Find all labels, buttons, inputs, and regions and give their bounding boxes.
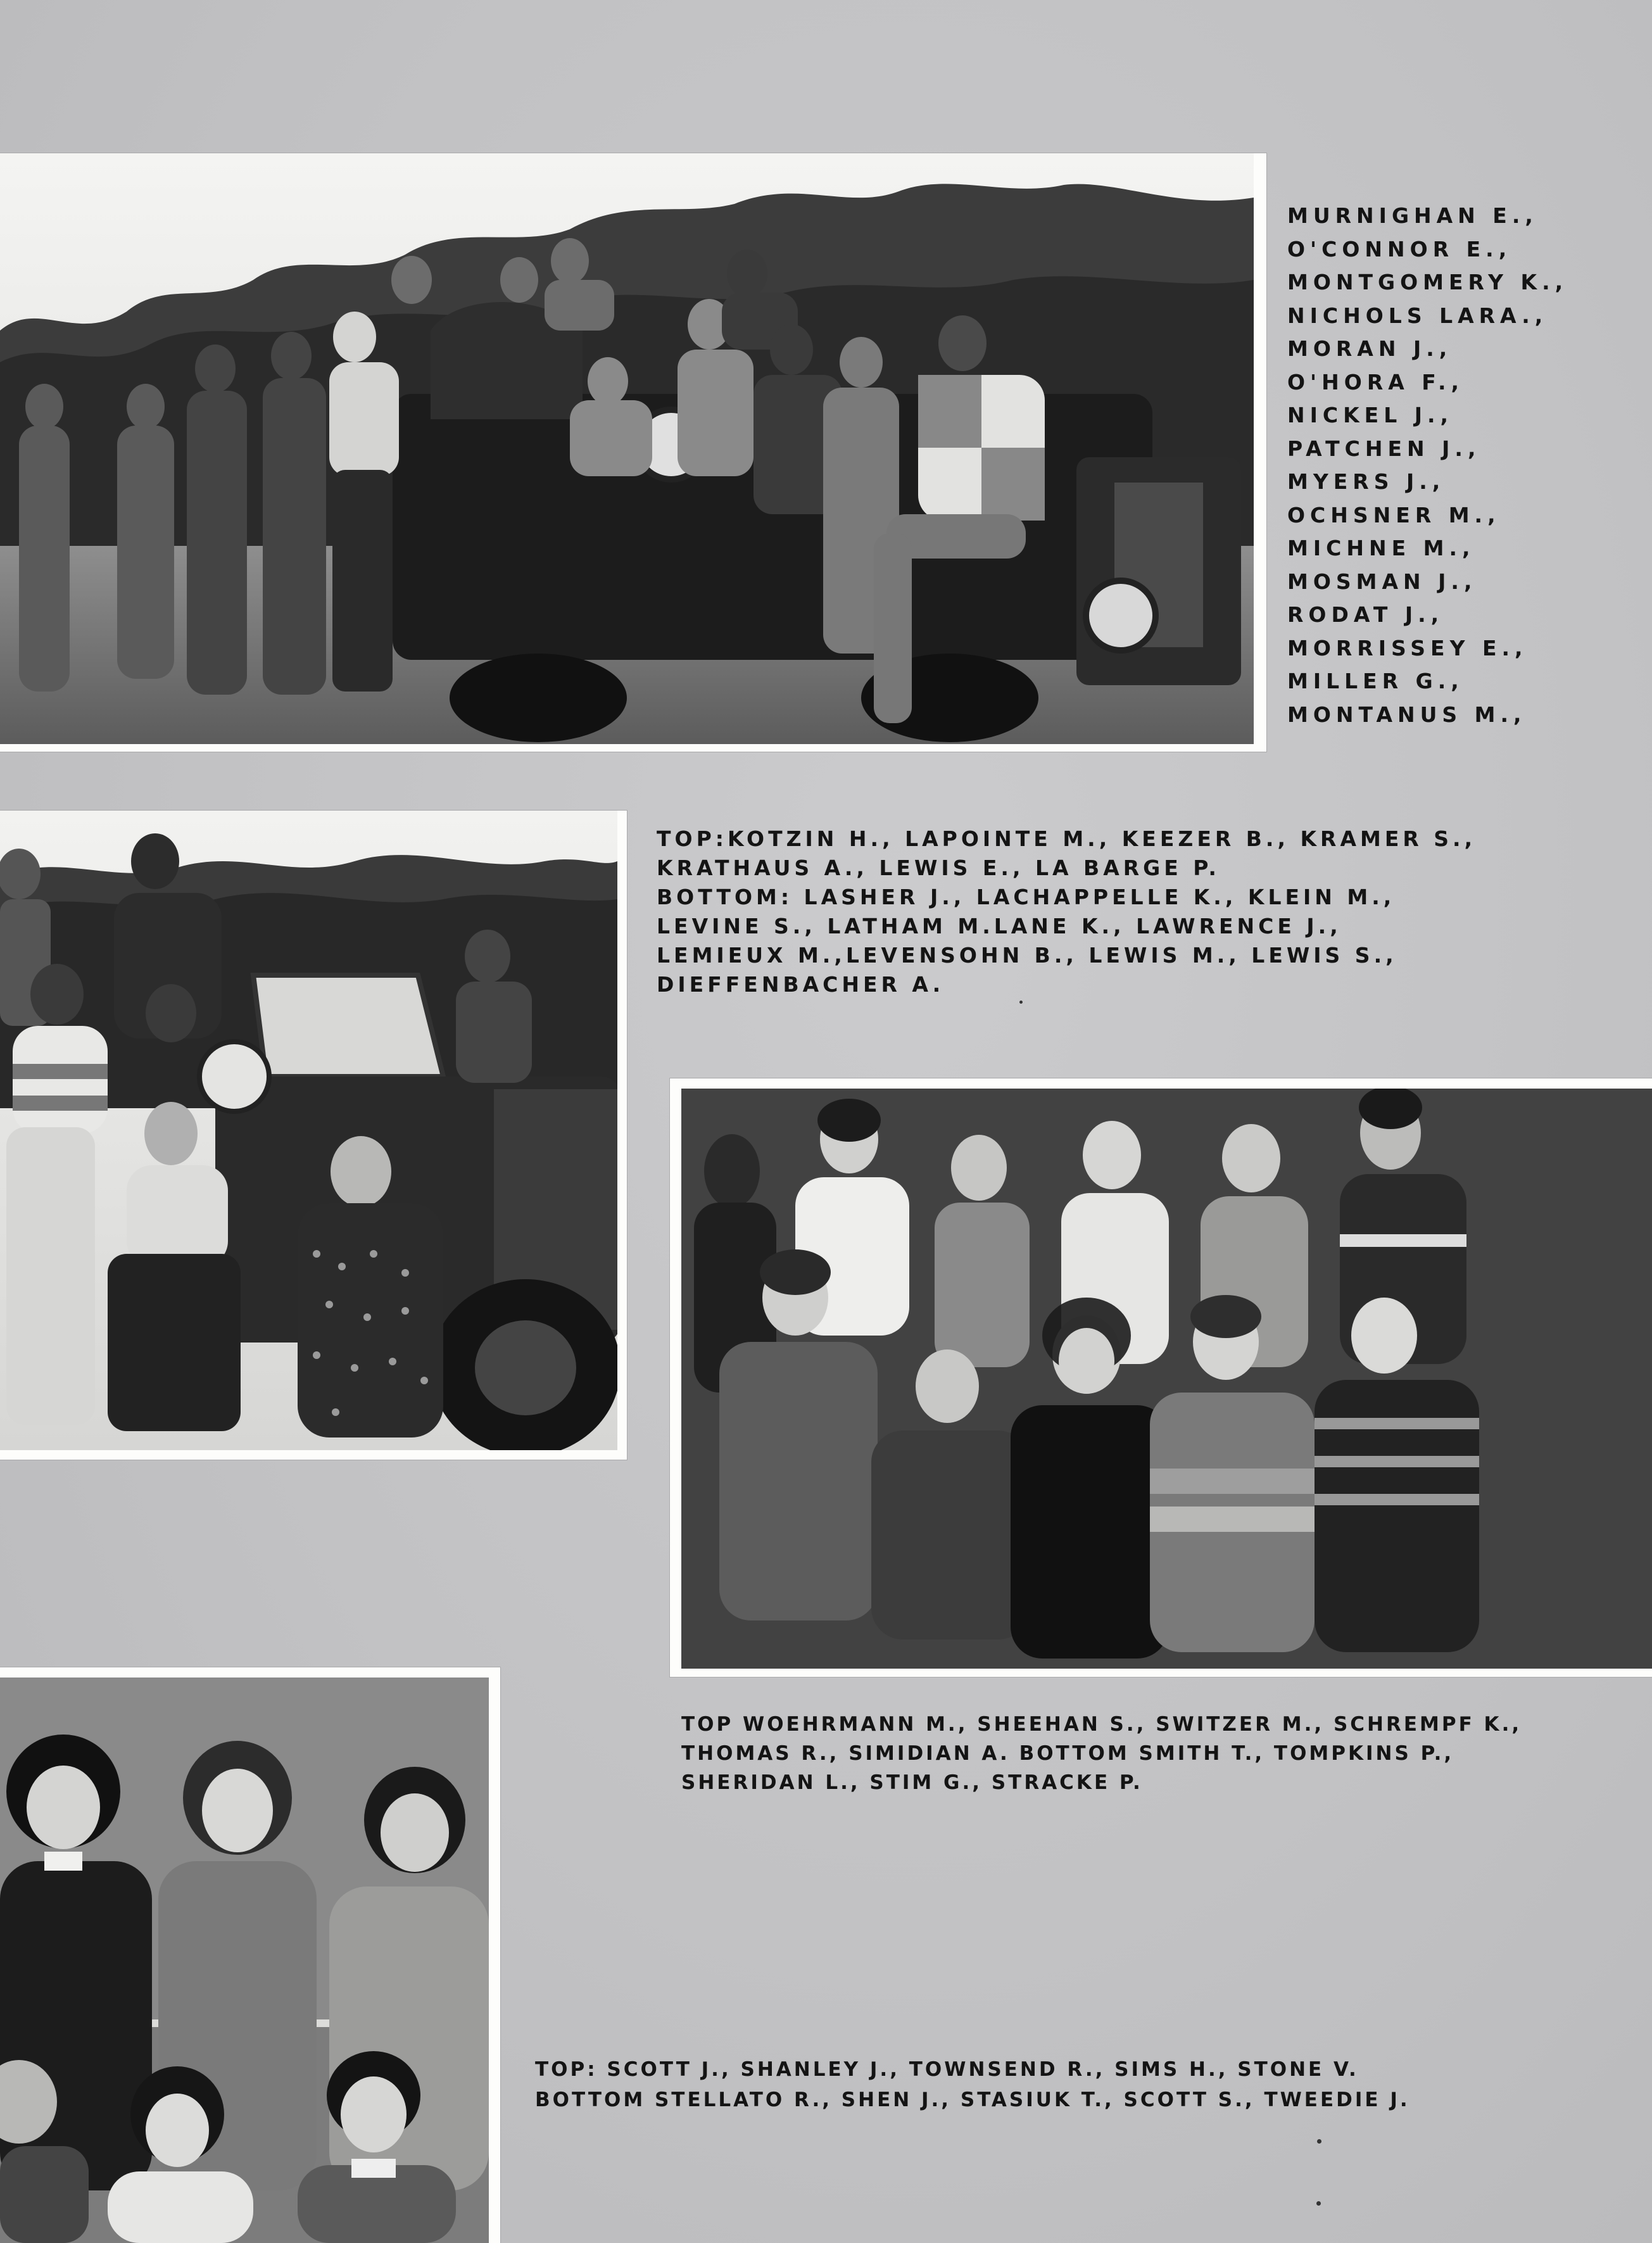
photo1-names-caption xyxy=(1287,199,1568,731)
name-line: MORRISSEY E., xyxy=(1287,635,1528,660)
photo2-caption xyxy=(657,825,1476,999)
name-line: MORAN J., xyxy=(1287,336,1453,361)
caption-line: TOP WOEHRMANN M., SHEEHAN S., SWITZER M., SCHREMPF K., xyxy=(681,1713,1522,1736)
photo-girls-group xyxy=(0,1667,500,2243)
photo-fire-truck-second-image xyxy=(0,811,617,1450)
name-line: NICHOLS LARA., xyxy=(1287,303,1548,328)
photo4-caption xyxy=(535,2054,1410,2115)
photo-fire-truck-group-image xyxy=(0,153,1254,744)
caption-line: KRATHAUS A., LEWIS E., LA BARGE P. xyxy=(657,856,1220,880)
caption-line: SHERIDAN L., STIM G., STRACKE P. xyxy=(681,1771,1143,1794)
photo-girls-group-image xyxy=(0,1678,489,2243)
caption-line: BOTTOM STELLATO R., SHEN J., STASIUK T., SCOTT S., TWEEDIE J. xyxy=(535,2088,1410,2111)
name-line: MICHNE M., xyxy=(1287,536,1475,560)
caption-line: TOP:KOTZIN H., LAPOINTE M., KEEZER B., KRAMER S., xyxy=(657,826,1477,851)
caption-line: BOTTOM: LASHER J., LACHAPPELLE K., KLEIN M., xyxy=(657,885,1396,909)
name-line: MONTGOMERY K., xyxy=(1287,270,1568,294)
caption-line: THOMAS R., SIMIDIAN A. BOTTOM SMITH T., TOMPKINS P., xyxy=(681,1742,1454,1765)
name-line: NICKEL J., xyxy=(1287,403,1454,427)
photo3-caption xyxy=(681,1710,1522,1797)
photo-fire-truck-group xyxy=(0,153,1266,752)
name-line: OCHSNER M., xyxy=(1287,502,1501,528)
print-speck xyxy=(1316,2201,1321,2206)
name-line: PATCHEN J., xyxy=(1287,436,1481,461)
name-line: RODAT J., xyxy=(1287,602,1444,627)
print-speck xyxy=(1019,1001,1023,1004)
print-speck xyxy=(1317,2139,1321,2144)
caption-line: TOP: SCOTT J., SHANLEY J., TOWNSEND R., SIMS H., STONE V. xyxy=(535,2058,1359,2081)
photo-classroom-group xyxy=(670,1078,1652,1677)
photo-fire-truck-second xyxy=(0,811,627,1460)
name-line: O'HORA F., xyxy=(1287,369,1465,395)
name-line: MYERS J., xyxy=(1287,469,1446,494)
caption-line: LEVINE S., LATHAM M.LANE K., LAWRENCE J., xyxy=(657,914,1342,938)
photo-classroom-group-image xyxy=(681,1089,1652,1669)
caption-line: DIEFFENBACHER A. xyxy=(657,972,945,997)
caption-line: LEMIEUX M.,LEVENSOHN B., LEWIS M., LEWIS S., xyxy=(657,943,1397,968)
name-line: MOSMAN J., xyxy=(1287,569,1477,594)
name-line: MURNIGHAN E., xyxy=(1287,203,1538,228)
name-line: MILLER G., xyxy=(1287,669,1464,693)
name-line: O'CONNOR E., xyxy=(1287,236,1512,262)
name-line: MONTANUS M., xyxy=(1287,702,1527,727)
